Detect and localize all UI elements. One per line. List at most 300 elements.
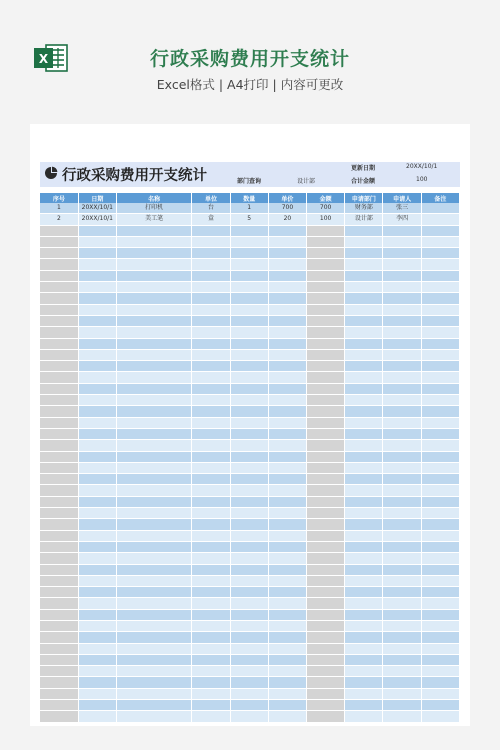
table-cell[interactable] bbox=[383, 349, 421, 360]
table-cell[interactable] bbox=[307, 541, 345, 552]
table-cell[interactable] bbox=[307, 451, 345, 462]
table-cell[interactable] bbox=[116, 248, 191, 259]
table-cell[interactable] bbox=[78, 496, 116, 507]
table-cell[interactable] bbox=[230, 666, 268, 677]
table-cell[interactable] bbox=[116, 609, 191, 620]
table-cell[interactable]: 打印机 bbox=[116, 203, 191, 214]
table-cell[interactable] bbox=[40, 293, 78, 304]
table-cell[interactable] bbox=[383, 304, 421, 315]
table-cell[interactable] bbox=[40, 270, 78, 281]
table-cell[interactable] bbox=[230, 711, 268, 722]
table-cell[interactable] bbox=[192, 519, 230, 530]
table-cell[interactable] bbox=[345, 270, 383, 281]
table-cell[interactable] bbox=[78, 462, 116, 473]
table-cell[interactable] bbox=[345, 395, 383, 406]
table-cell[interactable] bbox=[345, 440, 383, 451]
table-cell[interactable] bbox=[421, 203, 459, 214]
table-cell[interactable] bbox=[345, 406, 383, 417]
table-cell[interactable] bbox=[268, 406, 306, 417]
table-cell[interactable] bbox=[345, 598, 383, 609]
table-cell[interactable] bbox=[345, 293, 383, 304]
table-cell[interactable] bbox=[78, 666, 116, 677]
table-cell[interactable] bbox=[78, 553, 116, 564]
table-cell[interactable] bbox=[40, 474, 78, 485]
table-cell[interactable] bbox=[421, 349, 459, 360]
table-cell[interactable] bbox=[421, 575, 459, 586]
table-cell[interactable] bbox=[268, 417, 306, 428]
table-cell[interactable] bbox=[383, 395, 421, 406]
table-cell[interactable] bbox=[192, 541, 230, 552]
table-cell[interactable] bbox=[307, 654, 345, 665]
table-cell[interactable] bbox=[116, 632, 191, 643]
table-cell[interactable] bbox=[78, 541, 116, 552]
table-cell[interactable] bbox=[268, 575, 306, 586]
table-cell[interactable] bbox=[345, 688, 383, 699]
table-cell[interactable] bbox=[421, 496, 459, 507]
table-cell[interactable] bbox=[307, 282, 345, 293]
table-cell[interactable] bbox=[40, 508, 78, 519]
table-cell[interactable] bbox=[383, 677, 421, 688]
table-cell[interactable] bbox=[116, 643, 191, 654]
table-cell[interactable] bbox=[307, 677, 345, 688]
table-cell[interactable] bbox=[40, 688, 78, 699]
table-cell[interactable] bbox=[116, 711, 191, 722]
update-date-value[interactable]: 20XX/10/1 bbox=[406, 163, 438, 170]
table-cell[interactable] bbox=[192, 451, 230, 462]
table-cell[interactable] bbox=[192, 632, 230, 643]
table-cell[interactable] bbox=[307, 688, 345, 699]
table-cell[interactable]: 20XX/10/1 bbox=[78, 203, 116, 214]
table-cell[interactable] bbox=[116, 440, 191, 451]
table-cell[interactable] bbox=[268, 395, 306, 406]
table-cell[interactable] bbox=[192, 361, 230, 372]
table-cell[interactable] bbox=[78, 575, 116, 586]
table-cell[interactable] bbox=[116, 282, 191, 293]
table-cell[interactable] bbox=[78, 440, 116, 451]
table-cell[interactable] bbox=[268, 293, 306, 304]
table-cell[interactable] bbox=[230, 677, 268, 688]
table-cell[interactable] bbox=[40, 440, 78, 451]
table-cell[interactable] bbox=[345, 508, 383, 519]
table-cell[interactable] bbox=[383, 451, 421, 462]
table-cell[interactable] bbox=[40, 236, 78, 247]
table-cell[interactable] bbox=[192, 587, 230, 598]
table-cell[interactable] bbox=[40, 553, 78, 564]
table-cell[interactable] bbox=[40, 530, 78, 541]
table-cell[interactable] bbox=[40, 383, 78, 394]
table-cell[interactable] bbox=[40, 395, 78, 406]
table-cell[interactable] bbox=[383, 632, 421, 643]
table-cell[interactable] bbox=[307, 530, 345, 541]
table-cell[interactable] bbox=[383, 564, 421, 575]
table-cell[interactable] bbox=[78, 609, 116, 620]
table-cell[interactable] bbox=[40, 654, 78, 665]
table-cell[interactable] bbox=[268, 474, 306, 485]
table-cell[interactable] bbox=[192, 315, 230, 326]
table-cell[interactable] bbox=[268, 564, 306, 575]
table-cell[interactable] bbox=[116, 395, 191, 406]
table-cell[interactable] bbox=[40, 598, 78, 609]
table-cell[interactable] bbox=[230, 440, 268, 451]
table-cell[interactable] bbox=[383, 496, 421, 507]
table-cell[interactable]: 1 bbox=[40, 203, 78, 214]
table-cell[interactable] bbox=[268, 519, 306, 530]
table-cell[interactable] bbox=[421, 282, 459, 293]
table-cell[interactable] bbox=[268, 496, 306, 507]
table-cell[interactable] bbox=[345, 700, 383, 711]
table-cell[interactable] bbox=[345, 282, 383, 293]
table-cell[interactable] bbox=[192, 677, 230, 688]
table-cell[interactable] bbox=[345, 587, 383, 598]
table-cell[interactable] bbox=[40, 225, 78, 236]
table-cell[interactable] bbox=[383, 259, 421, 270]
table-cell[interactable] bbox=[345, 259, 383, 270]
table-cell[interactable] bbox=[307, 496, 345, 507]
table-cell[interactable] bbox=[345, 451, 383, 462]
table-cell[interactable] bbox=[345, 575, 383, 586]
table-cell[interactable] bbox=[383, 643, 421, 654]
table-cell[interactable] bbox=[78, 270, 116, 281]
table-cell[interactable] bbox=[192, 293, 230, 304]
table-cell[interactable] bbox=[268, 485, 306, 496]
table-cell[interactable] bbox=[307, 293, 345, 304]
table-cell[interactable] bbox=[40, 575, 78, 586]
table-cell[interactable] bbox=[230, 620, 268, 631]
table-cell[interactable] bbox=[192, 225, 230, 236]
table-cell[interactable]: 美工笔 bbox=[116, 214, 191, 225]
table-cell[interactable] bbox=[40, 304, 78, 315]
table-cell[interactable] bbox=[421, 541, 459, 552]
table-cell[interactable] bbox=[383, 327, 421, 338]
table-cell[interactable] bbox=[230, 553, 268, 564]
table-cell[interactable] bbox=[307, 587, 345, 598]
table-cell[interactable] bbox=[345, 417, 383, 428]
table-cell[interactable] bbox=[192, 372, 230, 383]
table-cell[interactable] bbox=[230, 282, 268, 293]
table-cell[interactable] bbox=[307, 248, 345, 259]
table-cell[interactable] bbox=[116, 485, 191, 496]
table-cell[interactable] bbox=[307, 519, 345, 530]
table-cell[interactable] bbox=[383, 575, 421, 586]
table-cell[interactable]: 5 bbox=[230, 214, 268, 225]
table-cell[interactable] bbox=[421, 225, 459, 236]
table-cell[interactable] bbox=[116, 677, 191, 688]
table-cell[interactable] bbox=[307, 620, 345, 631]
table-cell[interactable] bbox=[116, 620, 191, 631]
table-cell[interactable] bbox=[421, 519, 459, 530]
table-cell[interactable] bbox=[78, 620, 116, 631]
table-cell[interactable] bbox=[307, 564, 345, 575]
table-cell[interactable] bbox=[383, 462, 421, 473]
table-cell[interactable] bbox=[40, 564, 78, 575]
table-cell[interactable] bbox=[78, 688, 116, 699]
table-cell[interactable] bbox=[383, 620, 421, 631]
table-cell[interactable] bbox=[307, 609, 345, 620]
table-cell[interactable] bbox=[421, 372, 459, 383]
table-cell[interactable] bbox=[192, 575, 230, 586]
table-cell[interactable] bbox=[78, 508, 116, 519]
table-cell[interactable] bbox=[78, 315, 116, 326]
table-cell[interactable] bbox=[345, 462, 383, 473]
table-cell[interactable]: 700 bbox=[307, 203, 345, 214]
table-cell[interactable] bbox=[192, 248, 230, 259]
table-cell[interactable] bbox=[230, 406, 268, 417]
table-cell[interactable] bbox=[421, 440, 459, 451]
table-cell[interactable] bbox=[268, 248, 306, 259]
table-cell[interactable] bbox=[40, 519, 78, 530]
table-cell[interactable] bbox=[307, 428, 345, 439]
table-cell[interactable] bbox=[383, 688, 421, 699]
table-cell[interactable] bbox=[192, 564, 230, 575]
table-cell[interactable] bbox=[230, 587, 268, 598]
table-cell[interactable] bbox=[116, 349, 191, 360]
table-cell[interactable] bbox=[192, 349, 230, 360]
table-cell[interactable] bbox=[230, 417, 268, 428]
table-cell[interactable] bbox=[230, 338, 268, 349]
table-cell[interactable] bbox=[345, 519, 383, 530]
table-cell[interactable] bbox=[421, 677, 459, 688]
table-cell[interactable] bbox=[307, 666, 345, 677]
table-cell[interactable] bbox=[307, 632, 345, 643]
table-cell[interactable] bbox=[307, 700, 345, 711]
table-cell[interactable] bbox=[230, 700, 268, 711]
table-cell[interactable] bbox=[421, 643, 459, 654]
table-cell[interactable] bbox=[345, 349, 383, 360]
table-cell[interactable] bbox=[307, 349, 345, 360]
table-cell[interactable] bbox=[192, 666, 230, 677]
table-cell[interactable] bbox=[421, 428, 459, 439]
table-cell[interactable] bbox=[307, 338, 345, 349]
table-cell[interactable] bbox=[268, 372, 306, 383]
table-cell[interactable] bbox=[230, 349, 268, 360]
table-cell[interactable] bbox=[116, 496, 191, 507]
table-cell[interactable] bbox=[40, 609, 78, 620]
table-cell[interactable] bbox=[40, 406, 78, 417]
table-cell[interactable] bbox=[230, 395, 268, 406]
table-cell[interactable] bbox=[268, 236, 306, 247]
table-cell[interactable] bbox=[78, 700, 116, 711]
table-cell[interactable] bbox=[421, 248, 459, 259]
table-cell[interactable]: 1 bbox=[230, 203, 268, 214]
table-cell[interactable] bbox=[116, 598, 191, 609]
table-cell[interactable]: 2 bbox=[40, 214, 78, 225]
table-cell[interactable] bbox=[192, 711, 230, 722]
table-cell[interactable] bbox=[230, 496, 268, 507]
table-cell[interactable] bbox=[345, 338, 383, 349]
table-cell[interactable] bbox=[78, 349, 116, 360]
table-cell[interactable] bbox=[268, 428, 306, 439]
table-cell[interactable] bbox=[78, 395, 116, 406]
table-cell[interactable] bbox=[345, 372, 383, 383]
table-cell[interactable] bbox=[421, 632, 459, 643]
table-cell[interactable]: 100 bbox=[307, 214, 345, 225]
table-cell[interactable] bbox=[78, 293, 116, 304]
table-cell[interactable] bbox=[345, 474, 383, 485]
table-cell[interactable] bbox=[268, 225, 306, 236]
table-cell[interactable] bbox=[192, 496, 230, 507]
table-cell[interactable] bbox=[78, 225, 116, 236]
table-cell[interactable] bbox=[345, 609, 383, 620]
table-cell[interactable] bbox=[192, 609, 230, 620]
table-cell[interactable] bbox=[40, 632, 78, 643]
table-cell[interactable] bbox=[421, 462, 459, 473]
table-cell[interactable] bbox=[307, 270, 345, 281]
table-cell[interactable] bbox=[192, 530, 230, 541]
table-cell[interactable] bbox=[78, 406, 116, 417]
table-cell[interactable] bbox=[383, 406, 421, 417]
table-cell[interactable] bbox=[192, 236, 230, 247]
table-cell[interactable] bbox=[307, 485, 345, 496]
table-cell[interactable] bbox=[307, 236, 345, 247]
table-cell[interactable] bbox=[116, 519, 191, 530]
table-cell[interactable] bbox=[116, 587, 191, 598]
table-cell[interactable] bbox=[383, 609, 421, 620]
table-cell[interactable] bbox=[78, 338, 116, 349]
table-cell[interactable] bbox=[268, 598, 306, 609]
table-cell[interactable] bbox=[307, 508, 345, 519]
table-cell[interactable] bbox=[40, 485, 78, 496]
table-cell[interactable] bbox=[383, 270, 421, 281]
table-cell[interactable] bbox=[192, 270, 230, 281]
table-cell[interactable] bbox=[383, 541, 421, 552]
table-cell[interactable] bbox=[78, 654, 116, 665]
table-cell[interactable] bbox=[192, 327, 230, 338]
table-cell[interactable] bbox=[116, 327, 191, 338]
table-cell[interactable] bbox=[116, 541, 191, 552]
table-cell[interactable] bbox=[78, 327, 116, 338]
table-cell[interactable] bbox=[383, 236, 421, 247]
table-cell[interactable]: 张三 bbox=[383, 203, 421, 214]
table-cell[interactable] bbox=[40, 700, 78, 711]
table-cell[interactable] bbox=[268, 270, 306, 281]
table-cell[interactable] bbox=[40, 372, 78, 383]
table-cell[interactable] bbox=[40, 711, 78, 722]
table-cell[interactable] bbox=[307, 383, 345, 394]
table-cell[interactable] bbox=[78, 304, 116, 315]
table-cell[interactable] bbox=[345, 632, 383, 643]
table-cell[interactable] bbox=[230, 688, 268, 699]
table-cell[interactable] bbox=[192, 338, 230, 349]
table-cell[interactable] bbox=[78, 451, 116, 462]
table-cell[interactable] bbox=[40, 282, 78, 293]
table-cell[interactable] bbox=[383, 700, 421, 711]
table-cell[interactable] bbox=[116, 575, 191, 586]
table-cell[interactable] bbox=[40, 417, 78, 428]
table-cell[interactable] bbox=[268, 587, 306, 598]
table-cell[interactable] bbox=[192, 700, 230, 711]
table-cell[interactable] bbox=[345, 711, 383, 722]
table-cell[interactable] bbox=[421, 711, 459, 722]
table-cell[interactable] bbox=[268, 654, 306, 665]
table-cell[interactable] bbox=[192, 643, 230, 654]
table-cell[interactable] bbox=[78, 282, 116, 293]
table-cell[interactable] bbox=[116, 338, 191, 349]
table-cell[interactable] bbox=[383, 598, 421, 609]
table-cell[interactable] bbox=[421, 564, 459, 575]
table-cell[interactable]: 20XX/10/1 bbox=[78, 214, 116, 225]
table-cell[interactable] bbox=[345, 530, 383, 541]
table-cell[interactable] bbox=[268, 304, 306, 315]
table-cell[interactable] bbox=[230, 530, 268, 541]
table-cell[interactable] bbox=[268, 259, 306, 270]
table-cell[interactable] bbox=[268, 383, 306, 394]
table-cell[interactable] bbox=[268, 282, 306, 293]
table-cell[interactable] bbox=[307, 361, 345, 372]
table-cell[interactable] bbox=[230, 383, 268, 394]
table-cell[interactable] bbox=[78, 530, 116, 541]
table-cell[interactable] bbox=[230, 259, 268, 270]
table-cell[interactable] bbox=[116, 406, 191, 417]
table-cell[interactable] bbox=[345, 361, 383, 372]
table-cell[interactable] bbox=[307, 395, 345, 406]
table-cell[interactable] bbox=[40, 496, 78, 507]
table-cell[interactable] bbox=[230, 451, 268, 462]
table-cell[interactable] bbox=[421, 270, 459, 281]
table-cell[interactable] bbox=[383, 338, 421, 349]
table-cell[interactable] bbox=[230, 270, 268, 281]
table-cell[interactable]: 台 bbox=[192, 203, 230, 214]
table-cell[interactable] bbox=[307, 440, 345, 451]
table-cell[interactable] bbox=[421, 609, 459, 620]
table-cell[interactable] bbox=[268, 338, 306, 349]
table-cell[interactable] bbox=[421, 406, 459, 417]
table-cell[interactable] bbox=[421, 214, 459, 225]
table-cell[interactable] bbox=[421, 485, 459, 496]
table-cell[interactable] bbox=[421, 587, 459, 598]
table-cell[interactable] bbox=[116, 236, 191, 247]
table-cell[interactable] bbox=[230, 598, 268, 609]
table-cell[interactable] bbox=[421, 530, 459, 541]
table-cell[interactable] bbox=[268, 315, 306, 326]
table-cell[interactable] bbox=[268, 688, 306, 699]
table-cell[interactable] bbox=[345, 564, 383, 575]
table-cell[interactable] bbox=[421, 259, 459, 270]
table-cell[interactable] bbox=[192, 620, 230, 631]
table-cell[interactable] bbox=[78, 711, 116, 722]
table-cell[interactable] bbox=[307, 304, 345, 315]
table-cell[interactable] bbox=[421, 327, 459, 338]
table-cell[interactable] bbox=[116, 428, 191, 439]
table-cell[interactable] bbox=[268, 541, 306, 552]
table-cell[interactable] bbox=[78, 587, 116, 598]
table-cell[interactable] bbox=[421, 451, 459, 462]
table-cell[interactable] bbox=[40, 349, 78, 360]
table-cell[interactable] bbox=[307, 575, 345, 586]
table-cell[interactable] bbox=[421, 293, 459, 304]
table-cell[interactable] bbox=[421, 315, 459, 326]
table-cell[interactable] bbox=[307, 417, 345, 428]
table-cell[interactable] bbox=[307, 553, 345, 564]
table-cell[interactable] bbox=[383, 519, 421, 530]
dept-query-value[interactable]: 设计部 bbox=[297, 178, 316, 185]
table-cell[interactable] bbox=[116, 225, 191, 236]
table-cell[interactable] bbox=[78, 564, 116, 575]
table-cell[interactable] bbox=[268, 666, 306, 677]
table-cell[interactable] bbox=[421, 304, 459, 315]
table-cell[interactable] bbox=[345, 553, 383, 564]
table-cell[interactable] bbox=[421, 361, 459, 372]
table-cell[interactable] bbox=[192, 417, 230, 428]
table-cell[interactable] bbox=[383, 553, 421, 564]
table-cell[interactable] bbox=[268, 609, 306, 620]
table-cell[interactable] bbox=[40, 361, 78, 372]
table-cell[interactable] bbox=[345, 654, 383, 665]
table-cell[interactable] bbox=[192, 406, 230, 417]
table-cell[interactable] bbox=[116, 361, 191, 372]
table-cell[interactable] bbox=[192, 474, 230, 485]
table-cell[interactable] bbox=[383, 666, 421, 677]
table-cell[interactable] bbox=[78, 248, 116, 259]
